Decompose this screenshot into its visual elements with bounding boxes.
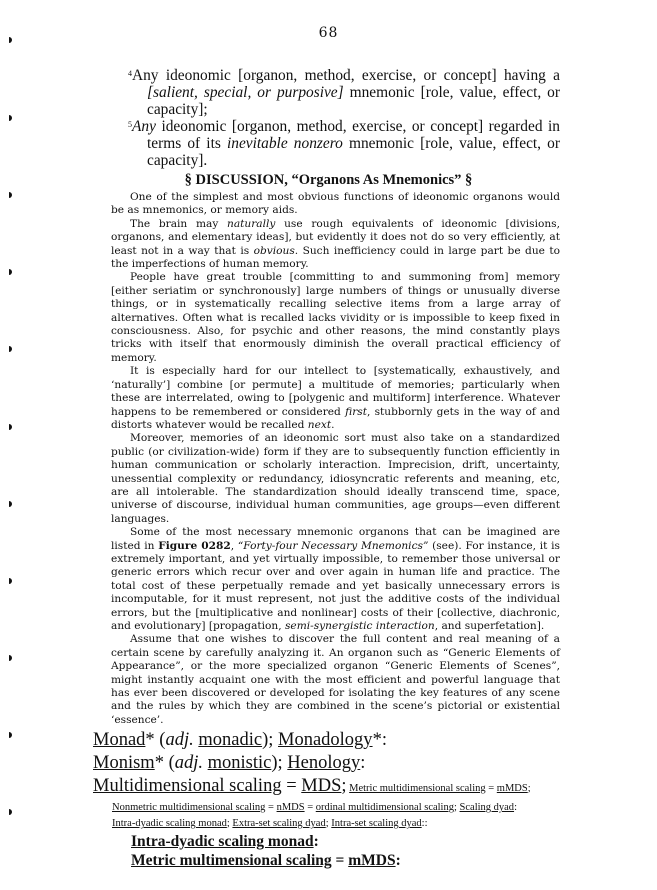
glossary-bold-entry: Intra-dyadic scaling monad: (131, 833, 319, 851)
definition-italic: inevitable nonzero (226, 135, 343, 152)
paragraph: Assume that one wishes to discover the full content and real meaning of a certain scene by carefully analyzing it. An organon such as “Generic Elements of Appearance”, or the more specialized organon “Generic Elements of Scenes”, might instantly acquaint one with the most efficient and powerful language that has ever been discovered or developed for isolating the key features of any scene and the rules by which they are combined in the scene’s pictorial or existential ‘essence’. (111, 633, 560, 726)
term-link[interactable]: Intra-set scaling dyad (331, 818, 422, 830)
definition-5 (128, 118, 560, 169)
abbrev: adj. (174, 753, 203, 774)
figure-reference: Figure 0282 (158, 539, 231, 552)
glossary-entry-monad: Monad* (adj. monadic); Monadology*: (93, 730, 387, 751)
definition-text: mnemonic [role, value, effect, or capacity]. (147, 135, 560, 169)
term-link[interactable]: Intra-dyadic scaling monad (131, 833, 314, 851)
term-link[interactable]: mMDS (348, 852, 396, 870)
glossary-subentries: Nonmetric multidimensional scaling = nMDS = ordinal multidimensional scaling; Scaling dyad: (112, 802, 517, 814)
glossary-bold-entry: Metric multimensional scaling = mMDS: (131, 852, 401, 870)
emphasis: semi-synergistic interaction (284, 620, 435, 632)
term-link[interactable]: monadic (198, 730, 263, 751)
definition-number: 4 (128, 69, 132, 78)
text: (see). For instance, it is extremely important, and yet virtually impossible, to remember those universal or generic errors which recur over and over again in human life and practice. The total cost of these perpetually remade and yet basically unnecessary errors is incomputable, for it must represent, not just the additive costs of the individual errors, but the [multiplicative and nonlinear] costs of their [collective, diachronic, and evolutionary] [propagation, (111, 539, 560, 632)
term-link[interactable]: Extra-set scaling dyad (232, 818, 326, 830)
definition-text: mnemonic [role, value, effect, or capacity]; (147, 84, 560, 118)
definitions (128, 67, 560, 169)
abbrev: adj. (165, 730, 194, 751)
emphasis: next (307, 418, 332, 431)
definition-number: 5 (128, 120, 132, 129)
text: , and superfetation]. (434, 620, 545, 632)
term-link[interactable]: Metric multimensional scaling (131, 852, 332, 870)
discussion-body (111, 191, 560, 727)
text: use rough equivalents of ideonomic [divisions, organons, and elementary ideas], but evidently it does not do so very efficiently, at least not in a way that is (111, 217, 560, 257)
section-heading: § DISCUSSION, “Organons As Mnemonics” § (184, 172, 473, 188)
term-link[interactable]: Metric multidimensional scaling (349, 783, 486, 795)
term-link[interactable]: mMDS (496, 783, 528, 795)
text: , (230, 539, 238, 552)
term-link[interactable]: Nonmetric multidimensional scaling (112, 802, 266, 814)
paragraph (111, 526, 560, 633)
text: , stubbornly gets in the way of and distorts whatever would be recalled (111, 405, 560, 431)
text: . (331, 418, 335, 431)
text: Some of the most necessary mnemonic organons that can be imagined are listed in (111, 526, 560, 552)
paragraph (111, 365, 560, 432)
emphasis: obvious (253, 244, 295, 257)
term-link[interactable]: Multidimensional scaling (93, 776, 282, 797)
term-link[interactable]: Henology (287, 753, 361, 774)
figure-title: “Forty-four Necessary Mnemonics” (237, 539, 429, 552)
paragraph: People have great trouble [committing to and summoning from] memory [either seriatim or synchronously] large numbers of things or unusually diverse things, or in systematically recalling selective items from a large array of alternatives. Often what is recalled lacks vividity or is impossible to keep fixed in consciousness. Also, for psychic and other reasons, the mind constantly plays tricks with itself that enormously diminish the overall practical efficiency of memory. (111, 271, 560, 364)
definition-text: Any ideonomic [organon, method, exercise, or concept] having a (132, 67, 560, 84)
emphasis: first (345, 405, 367, 418)
definition-italic: Any (132, 118, 156, 135)
paragraph (111, 218, 560, 272)
term-link[interactable]: nMDS (276, 802, 305, 814)
text: The brain may (130, 217, 228, 230)
text: . Such inefficiency could in large part be due to the imperfections of human memory. (111, 244, 560, 271)
definition-text: ideonomic [organon, method, exercise, or concept] regarded in terms of its (147, 118, 560, 152)
paragraph: Moreover, memories of an ideonomic sort must also take on a standardized public (or civilization-wide) form if they are to subsequently function efficiently in human communication or scholarly interaction. Imprecision, drift, uncertainty, unessential complexity or redundancy, idiosyncratic referents and meaning, etc, are all intolerable. The standardization should ideally transcend time, space, universe of discourse, individual human communities, age groups—even different languages. (111, 432, 560, 525)
term-link[interactable]: monistic (207, 753, 272, 774)
definition-italic: [salient, special, or purposive] (147, 84, 344, 101)
glossary (93, 729, 633, 870)
glossary-entry-monism: Monism* (adj. monistic); Henology: (93, 753, 366, 774)
term-link[interactable]: Monism (93, 753, 155, 774)
glossary-entry-mds: Multidimensional scaling = MDS; Metric multidimensional scaling = mMDS; (93, 776, 531, 797)
paragraph: One of the simplest and most obvious functions of ideonomic organons would be as mnemonics, or memory aids. (111, 191, 560, 217)
term-link[interactable]: Intra-dyadic scaling monad (112, 818, 227, 830)
term-link[interactable]: MDS (301, 776, 342, 797)
term-link[interactable]: Monad (93, 730, 146, 751)
page-number: 68 (318, 25, 339, 41)
term-link[interactable]: ordinal multidimensional scaling (315, 802, 454, 814)
glossary-subentries: Intra-dyadic scaling monad; Extra-set scaling dyad; Intra-set scaling dyad:: (112, 818, 428, 830)
definition-4 (128, 67, 560, 118)
text: It is especially hard for our intellect to [systematically, exhaustively, and ‘naturally’] combine [or permute] a multitude of memories; particularly when these are interrelated, owing to [polygenic and multiform] interference. Whatever happens to be remembered or considered (111, 365, 560, 418)
emphasis: naturally (227, 217, 276, 230)
term-link[interactable]: Monadology (278, 730, 373, 751)
term-link[interactable]: Scaling dyad (459, 802, 515, 814)
